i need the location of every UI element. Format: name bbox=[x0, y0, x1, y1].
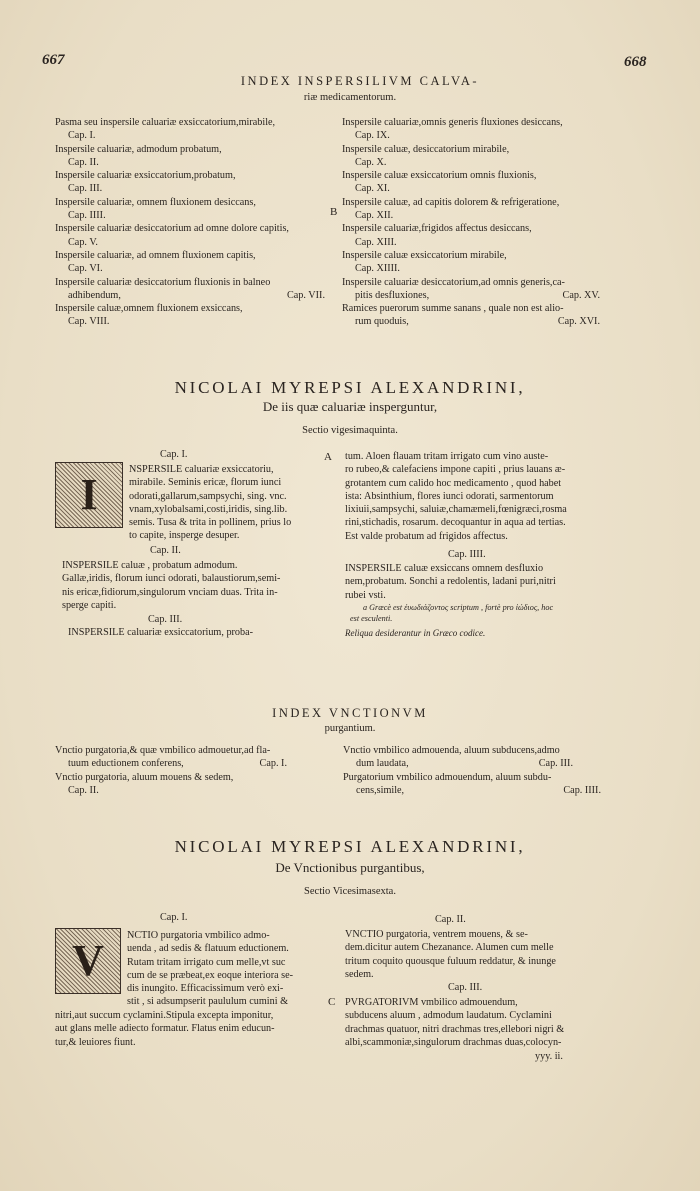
text-line: rubei vsti. bbox=[345, 589, 386, 601]
index-title: INDEX INSPERSILIVM CALVA- bbox=[240, 74, 480, 88]
margin-marker-c: C bbox=[328, 996, 336, 1008]
index-cap: Cap. XIIII. bbox=[355, 263, 400, 275]
index-cap: Cap. VIII. bbox=[68, 316, 110, 328]
text-line: INSPERSILE caluæ , probatum admodum. bbox=[62, 560, 238, 571]
section2-cap1-title: Cap. I. bbox=[160, 912, 188, 923]
index-entry: Inspersile caluæ exsiccatorium mirabile, bbox=[342, 249, 507, 261]
section1-cap3-body: INSPERSILE caluariæ exsiccatorium, proba- bbox=[68, 627, 254, 638]
initial-letter: I bbox=[80, 470, 98, 519]
footnote-line: a Græcè est ἐυωδιάζοντος scriptum , fortè pro ἰώδιος, hoc bbox=[363, 603, 554, 612]
index-entry: Inspersile caluariæ desiccatorium ad omne dolore capitis, bbox=[55, 223, 289, 235]
index-entry: pitis desfluxiones, bbox=[355, 289, 430, 301]
index-cap: Cap. II. bbox=[68, 784, 99, 796]
text-line: sedem. bbox=[345, 968, 374, 980]
index-entry: Inspersile caluæ,omnem fluxionem exsiccans, bbox=[55, 303, 243, 315]
index2-left-column bbox=[55, 744, 327, 797]
section1-cap3-title: Cap. III. bbox=[148, 614, 183, 625]
text-line: mirabile. Seminis ericæ, florum iunci bbox=[129, 477, 282, 489]
index-entry: Inspersile caluariæ,frigidos affectus desiccans, bbox=[342, 223, 532, 235]
index-cap: Cap. VII. bbox=[286, 289, 325, 301]
index-subtitle: riæ medicamentorum. bbox=[303, 92, 397, 103]
footnote-line: est esculenti. bbox=[350, 613, 393, 623]
index-cap: Cap. III. bbox=[68, 183, 103, 195]
index-entry: Vnctio purgatoria, aluum mouens & sedem, bbox=[55, 771, 234, 783]
index-cap: Cap. XII. bbox=[355, 210, 394, 222]
section1-heading: NICOLAI MYREPSI ALEXANDRINI, bbox=[174, 378, 526, 397]
index-cap: Cap. XVI. bbox=[557, 316, 600, 328]
text-line: PVRGATORIVM vmbilico admouendum, bbox=[345, 997, 518, 1008]
index-cap: Cap. IIII. bbox=[563, 784, 601, 796]
index-entry: adhibendum, bbox=[68, 289, 121, 301]
index-entry: Vnctio purgatoria,& quæ vmbilico admouetur,ad fla- bbox=[55, 745, 271, 756]
index-cap: Cap. IIII. bbox=[68, 210, 106, 222]
section2-cap2-title: Cap. II. bbox=[435, 914, 466, 925]
page-number-left: 667 bbox=[42, 52, 65, 68]
section1-cap2-body bbox=[62, 559, 332, 612]
text-line: tur,& leuiores fiunt. bbox=[55, 1036, 136, 1048]
text-line: uenda , ad sedis & flatuum eductionem. bbox=[127, 943, 289, 955]
text-line: dis inungito. Efficacissimum verò exi- bbox=[127, 983, 284, 995]
text-line: albi,scammoniæ,singulorum drachmas duas,colocyn- bbox=[345, 1036, 562, 1048]
index1-left-column bbox=[55, 116, 325, 329]
reliqua-note: Reliqua desiderantur in Græco codice. bbox=[345, 628, 486, 638]
index-entry: Inspersile caluariæ desiccatorium,ad omnis generis,ca- bbox=[342, 276, 565, 288]
text-line: tum. Aloen flauam tritam irrigato cum vino auste- bbox=[345, 451, 549, 462]
index1-right-column bbox=[342, 116, 610, 329]
text-line: VNCTIO purgatoria, ventrem mouens, & se- bbox=[345, 929, 528, 940]
index-entry: Inspersile caluariæ,omnis generis fluxiones desiccans, bbox=[342, 117, 563, 128]
index-cap: Cap. V. bbox=[68, 236, 98, 248]
index-entry: Inspersile caluæ, desiccatorium mirabile, bbox=[342, 143, 510, 155]
section1-cap4-body bbox=[345, 562, 615, 602]
index-entry: Inspersile caluæ exsiccatorium omnis fluxionis, bbox=[342, 170, 537, 182]
section1-right-body bbox=[345, 450, 615, 543]
index-entry: Pasma seu inspersile caluariæ exsiccatorium,mirabile, bbox=[55, 117, 276, 128]
index-entry: cens,simile, bbox=[356, 784, 405, 796]
decorative-initial bbox=[55, 462, 123, 528]
text-line: to capite, insperge desuper. bbox=[129, 530, 240, 542]
index-cap: Cap. I. bbox=[259, 758, 287, 770]
margin-marker-a: A bbox=[324, 451, 332, 463]
text-line: nem,probatum. Sonchi a redolentis, ladani puri,nitri bbox=[345, 576, 556, 588]
text-line: stit , si adsumpserit paululum cumini & bbox=[127, 996, 289, 1008]
section2-cap1-continued bbox=[55, 1009, 330, 1049]
index-entry: dum laudata, bbox=[356, 758, 409, 770]
index2-right-column bbox=[343, 744, 613, 797]
index-cap: Cap. VI. bbox=[68, 263, 103, 275]
text-line: nis ericæ,fidiorum,singulorum vnciam duas. Trita in- bbox=[62, 586, 278, 598]
index-cap: Cap. XV. bbox=[562, 289, 600, 301]
text-line: nitri,aut succum cyclamini.Stipula excepta imponitur, bbox=[55, 1010, 274, 1021]
initial-letter: V bbox=[72, 936, 104, 985]
index-cap: Cap. X. bbox=[355, 156, 387, 168]
section1-cap1-body bbox=[129, 463, 329, 543]
section2-cap3-title: Cap. III. bbox=[448, 982, 483, 993]
text-line: Est valde probatum ad frigidos affectus. bbox=[345, 530, 508, 542]
text-line: grotantem cum calido hoc medicamento , quod habet bbox=[345, 477, 562, 489]
text-line: dem.dicitur autem Chezanance. Alumen cum melle bbox=[345, 942, 554, 954]
section1-cap4-title: Cap. IIII. bbox=[448, 549, 486, 560]
text-line: tritum coquito quousque fuluum reddatur, & inunge bbox=[345, 955, 556, 967]
index-cap: Cap. II. bbox=[68, 156, 99, 168]
text-line: Rutam tritam irrigato cum melle,vt suc bbox=[127, 956, 286, 968]
section2-cap2-body bbox=[345, 928, 615, 981]
text-line: lixiuii,sampsychi, saluiæ,chamæmeli,fœnigræci,rosma bbox=[345, 504, 567, 516]
index-entry: Inspersile caluariæ desiccatorium fluxionis in balneo bbox=[55, 276, 271, 288]
text-line: ro rubeo,& calefaciens impone capiti , prius lauans æ- bbox=[345, 464, 566, 476]
section2-label: Sectio Vicesimasexta. bbox=[304, 886, 396, 897]
index-cap: Cap. XI. bbox=[355, 183, 390, 195]
index-entry: Inspersile caluariæ, admodum probatum, bbox=[55, 143, 222, 155]
text-line: ista: Absinthium, flores iunci odorati, sarmentorum bbox=[345, 490, 554, 502]
text-line: INSPERSILE caluæ exsiccans omnem desfluxio bbox=[345, 563, 544, 574]
text-line: vnam,xylobalsami,costi,iridis, sing.lib. bbox=[129, 503, 288, 515]
section2-heading: NICOLAI MYREPSI ALEXANDRINI, bbox=[174, 837, 526, 856]
index-entry: Ramices puerorum summe sanans , quale non est alio- bbox=[342, 303, 564, 315]
decorative-initial bbox=[55, 928, 121, 994]
text-line: rini,stichadis, rosarum. decoquantur in aqua ad tertias. bbox=[345, 517, 566, 529]
index-entry: Inspersile caluariæ, ad omnem fluxionem capitis, bbox=[55, 249, 256, 261]
index-entry: Inspersile caluæ, ad capitis dolorem & refrigeratione, bbox=[342, 196, 560, 208]
text-line: sperge capiti. bbox=[62, 599, 117, 611]
index-cap: Cap. III. bbox=[538, 758, 573, 770]
section1-subheading: De iis quæ caluariæ insperguntur, bbox=[262, 399, 438, 414]
index-entry: Vnctio vmbilico admouenda, aluum subducens,admo bbox=[343, 745, 560, 756]
section1-cap2-title: Cap. II. bbox=[150, 545, 181, 556]
index-entry: Purgatorium vmbilico admouendum, aluum subdu- bbox=[343, 771, 552, 783]
index-entry: Inspersile caluariæ exsiccatorium,probatum, bbox=[55, 170, 236, 182]
index-cap: Cap. XIII. bbox=[355, 236, 397, 248]
text-line: Gallæ,iridis, florum iunci odorati, balaustiorum,semi- bbox=[62, 573, 281, 585]
text-line: cum de se præbeat,ex eoque interiora se- bbox=[127, 969, 294, 981]
index2-subtitle: purgantium. bbox=[324, 723, 376, 734]
page-number-right: 668 bbox=[624, 54, 647, 70]
index-entry: tuum eductionem conferens, bbox=[68, 758, 184, 770]
text-line: semis. Tusa & trita in pollinem, prius lo bbox=[129, 517, 292, 529]
text-line: aut glans melle adiecto formatur. Flatus enim educun- bbox=[55, 1023, 275, 1035]
section2-cap3-body bbox=[345, 996, 615, 1049]
index-entry: rum quoduis, bbox=[355, 316, 409, 328]
section1-label: Sectio vigesimaquinta. bbox=[302, 425, 398, 436]
section1-footnote bbox=[350, 603, 620, 624]
margin-marker-b: B bbox=[330, 206, 338, 218]
catchword: yyy. ii. bbox=[535, 1051, 563, 1062]
section2-cap1-body bbox=[127, 929, 332, 1009]
index-entry: Inspersile caluariæ, omnem fluxionem desiccans, bbox=[55, 196, 256, 208]
section2-subheading: De Vnctionibus purgantibus, bbox=[275, 860, 425, 875]
index-cap: Cap. IX. bbox=[355, 130, 390, 142]
index2-title: INDEX VNCTIONVM bbox=[272, 706, 428, 720]
text-line: odorati,gallarum,sampsychi, sing. vnc. bbox=[129, 490, 287, 502]
text-line: drachmas quatuor, nitri drachmas tres,ellebori nigri & bbox=[345, 1023, 565, 1035]
index-cap: Cap. I. bbox=[68, 130, 96, 142]
section1-cap1-title: Cap. I. bbox=[160, 449, 188, 460]
text-line: NSPERSILE caluariæ exsiccatoriu, bbox=[129, 464, 274, 475]
text-line: subducens aluum , admodum laudatum. Cyclamini bbox=[345, 1010, 552, 1022]
text-line: NCTIO purgatoria vmbilico admo- bbox=[127, 930, 270, 941]
